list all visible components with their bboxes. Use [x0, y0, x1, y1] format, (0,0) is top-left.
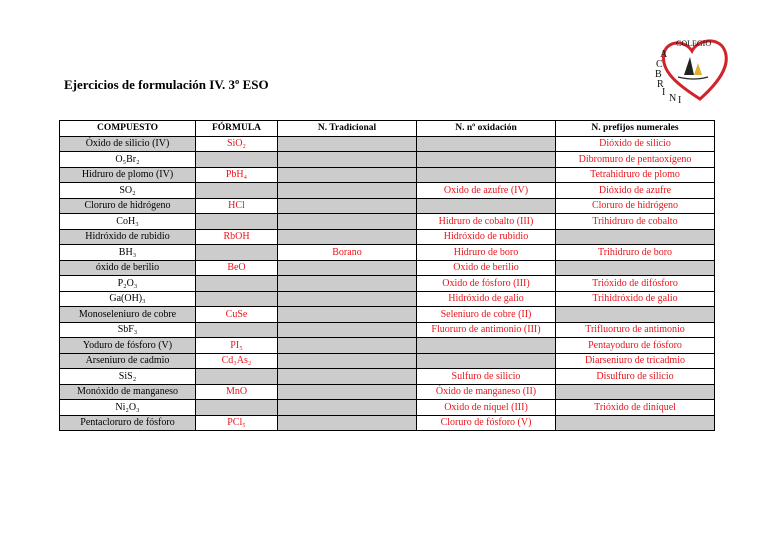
cell-formula: CuSe — [196, 307, 278, 323]
cell-oxidacion: Hidróxido de rubidio — [417, 229, 556, 245]
cell-prefijos — [556, 260, 715, 276]
cell-formula — [196, 183, 278, 199]
cell-tradicional — [278, 276, 417, 292]
table-row — [60, 214, 715, 230]
cell-compuesto: SiS₂ — [60, 369, 196, 385]
cell-prefijos: Trihidróxido de galio — [556, 291, 715, 307]
header-compuesto: COMPUESTO — [60, 121, 196, 137]
cell-oxidacion: Oxido de berilio — [417, 260, 556, 276]
cell-tradicional — [278, 338, 417, 354]
cell-tradicional — [278, 183, 417, 199]
table-row — [60, 260, 715, 276]
cell-prefijos: Diarseniuro de tricadmio — [556, 353, 715, 369]
cell-compuesto: O₅Br₂ — [60, 152, 196, 168]
header-oxidacion: N. nº oxidación — [417, 121, 556, 137]
cell-compuesto: SO₂ — [60, 183, 196, 199]
table-row — [60, 183, 715, 199]
table-row — [60, 322, 715, 338]
table-header-row — [60, 121, 715, 137]
cell-prefijos: Tetrahidruro de plomo — [556, 167, 715, 183]
cell-compuesto: Monoseleniuro de cobre — [60, 307, 196, 323]
cell-oxidacion: Hidruro de boro — [417, 245, 556, 261]
logo-letter: I — [678, 95, 682, 106]
cell-prefijos — [556, 384, 715, 400]
cell-prefijos — [556, 307, 715, 323]
table-row — [60, 245, 715, 261]
cell-formula: PI₅ — [196, 338, 278, 354]
document-title: Ejercicios de formulación IV. 3º ESO — [64, 77, 269, 92]
cell-oxidacion: Oxido de azufre (IV) — [417, 183, 556, 199]
header-formula: FÓRMULA — [196, 121, 278, 137]
cell-tradicional — [278, 384, 417, 400]
logo-letter: I — [662, 87, 666, 98]
cell-compuesto: Ni₂O₃ — [60, 400, 196, 416]
cell-compuesto: Hidruro de plomo (IV) — [60, 167, 196, 183]
cell-oxidacion: Hidruro de cobalto (III) — [417, 214, 556, 230]
logo-letter: N — [669, 93, 677, 104]
cell-prefijos: Trióxido de diníquel — [556, 400, 715, 416]
cell-formula: BeO — [196, 260, 278, 276]
cell-compuesto: P₂O₃ — [60, 276, 196, 292]
cell-tradicional — [278, 353, 417, 369]
logo-letter: R — [657, 79, 664, 90]
cell-formula — [196, 214, 278, 230]
cell-tradicional — [278, 167, 417, 183]
table-row — [60, 167, 715, 183]
logo-colegio-text: COLEGIO — [676, 39, 712, 48]
cell-tradicional — [278, 214, 417, 230]
table-row — [60, 369, 715, 385]
cell-oxidacion — [417, 338, 556, 354]
cell-compuesto: BH₃ — [60, 245, 196, 261]
cell-tradicional — [278, 369, 417, 385]
cell-compuesto: óxido de berilio — [60, 260, 196, 276]
cell-prefijos: Disulfuro de silicio — [556, 369, 715, 385]
logo-letter: B — [655, 69, 662, 80]
table-row — [60, 415, 715, 431]
cell-prefijos: Dióxido de azufre — [556, 183, 715, 199]
cell-oxidacion: Oxido de níquel (III) — [417, 400, 556, 416]
cell-prefijos — [556, 415, 715, 431]
cell-formula — [196, 291, 278, 307]
cell-formula: RbOH — [196, 229, 278, 245]
table-row — [60, 152, 715, 168]
cell-tradicional: Borano — [278, 245, 417, 261]
cell-tradicional — [278, 415, 417, 431]
cell-tradicional — [278, 198, 417, 214]
cell-oxidacion: Fluoruro de antimonio (III) — [417, 322, 556, 338]
logo-letter: A — [660, 49, 668, 60]
cell-tradicional — [278, 307, 417, 323]
cell-compuesto: Yoduro de fósforo (V) — [60, 338, 196, 354]
cell-formula: PCl₅ — [196, 415, 278, 431]
cell-compuesto: Monóxido de manganeso — [60, 384, 196, 400]
cell-oxidacion: Hidróxido de galio — [417, 291, 556, 307]
cell-formula: Cd₃As₂ — [196, 353, 278, 369]
cell-oxidacion: Óxido de manganeso (II) — [417, 384, 556, 400]
cell-formula: SiO₂ — [196, 136, 278, 152]
cell-prefijos: Cloruro de hidrógeno — [556, 198, 715, 214]
cell-oxidacion: Seleniuro de cobre (II) — [417, 307, 556, 323]
table-row — [60, 307, 715, 323]
cell-formula — [196, 276, 278, 292]
cell-oxidacion: Cloruro de fósforo (V) — [417, 415, 556, 431]
table-row — [60, 198, 715, 214]
cell-prefijos — [556, 229, 715, 245]
table-row — [60, 136, 715, 152]
cell-tradicional — [278, 291, 417, 307]
cell-prefijos: Trihidruro de cobalto — [556, 214, 715, 230]
table-row — [60, 353, 715, 369]
cell-prefijos: Trihidruro de boro — [556, 245, 715, 261]
header-prefijos: N. prefijos numerales — [556, 121, 715, 137]
cell-tradicional — [278, 322, 417, 338]
cell-oxidacion: Sulfuro de silicio — [417, 369, 556, 385]
cell-compuesto: Ga(OH)₃ — [60, 291, 196, 307]
colegio-logo — [638, 35, 748, 105]
cell-oxidacion — [417, 152, 556, 168]
formulation-table — [59, 120, 715, 431]
logo-letter: C — [656, 59, 663, 70]
cell-tradicional — [278, 400, 417, 416]
cell-compuesto: Arseniuro de cadmio — [60, 353, 196, 369]
cell-compuesto: SbF₃ — [60, 322, 196, 338]
cell-formula — [196, 322, 278, 338]
table-row — [60, 229, 715, 245]
cell-formula: MnO — [196, 384, 278, 400]
table-row — [60, 400, 715, 416]
cell-formula: HCl — [196, 198, 278, 214]
cell-oxidacion: Oxido de fósforo (III) — [417, 276, 556, 292]
table-row — [60, 384, 715, 400]
cell-compuesto: CoH₃ — [60, 214, 196, 230]
cell-tradicional — [278, 152, 417, 168]
cell-tradicional — [278, 229, 417, 245]
cell-oxidacion — [417, 136, 556, 152]
cell-formula — [196, 152, 278, 168]
cell-formula: PbH₄ — [196, 167, 278, 183]
cell-compuesto: Hidróxido de rubidio — [60, 229, 196, 245]
cell-prefijos: Dibromuro de pentaoxígeno — [556, 152, 715, 168]
cell-oxidacion — [417, 353, 556, 369]
cell-prefijos: Dióxido de silicio — [556, 136, 715, 152]
cell-formula — [196, 245, 278, 261]
cell-prefijos: Trióxido de difósforo — [556, 276, 715, 292]
cell-prefijos: Trifluoruro de antimonio — [556, 322, 715, 338]
cell-compuesto: Óxido de silicio (IV) — [60, 136, 196, 152]
cell-formula — [196, 400, 278, 416]
cell-compuesto: Pentacloruro de fósforo — [60, 415, 196, 431]
table-row — [60, 338, 715, 354]
cell-tradicional — [278, 136, 417, 152]
cell-tradicional — [278, 260, 417, 276]
cell-formula — [196, 369, 278, 385]
cell-oxidacion — [417, 198, 556, 214]
header-tradicional: N. Tradicional — [278, 121, 417, 137]
cell-prefijos: Pentayoduro de fósforo — [556, 338, 715, 354]
table-row — [60, 291, 715, 307]
table-row — [60, 276, 715, 292]
cell-compuesto: Cloruro de hidrógeno — [60, 198, 196, 214]
cell-oxidacion — [417, 167, 556, 183]
table-body — [60, 136, 715, 431]
